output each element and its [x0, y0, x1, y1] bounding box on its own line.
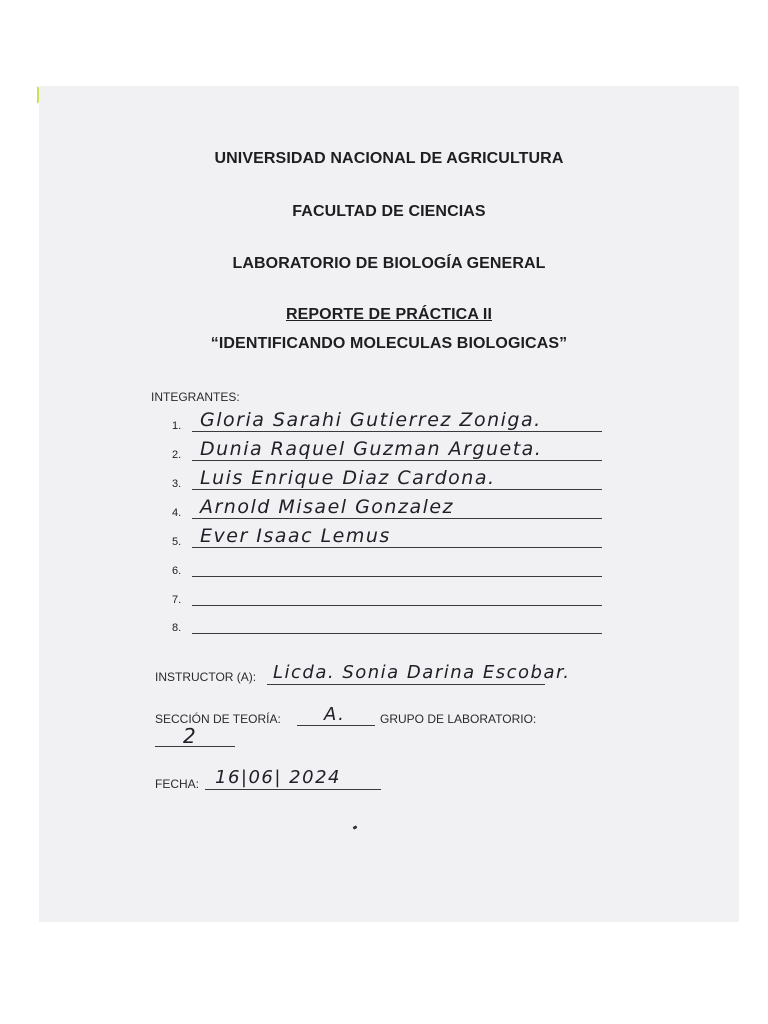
section-label: SECCIÓN DE TEORÍA:	[155, 712, 281, 726]
member-line	[192, 460, 602, 461]
member-row	[172, 409, 602, 434]
member-number: 7.	[172, 594, 182, 606]
member-line	[192, 605, 602, 606]
ink-mark	[353, 825, 358, 830]
university-heading: UNIVERSIDAD NACIONAL DE AGRICULTURA	[214, 150, 564, 167]
section-value: A.	[324, 704, 346, 725]
member-number: 4.	[172, 507, 182, 519]
member-row	[172, 557, 602, 579]
member-row	[172, 438, 602, 463]
member-number: 5.	[172, 536, 182, 548]
member-line	[192, 518, 602, 519]
section-line	[297, 725, 375, 726]
member-number: 1.	[172, 420, 182, 432]
group-value: 2	[183, 724, 198, 748]
member-name: Arnold Misael Gonzalez	[200, 496, 455, 518]
group-label: GRUPO DE LABORATORIO:	[380, 712, 537, 726]
member-row	[172, 614, 602, 636]
members-label: INTEGRANTES:	[151, 390, 240, 404]
member-number: 3.	[172, 478, 182, 490]
member-row	[172, 467, 602, 492]
instructor-line	[267, 684, 545, 685]
date-label: FECHA:	[155, 777, 200, 791]
member-line	[192, 547, 602, 548]
member-line	[192, 576, 602, 577]
member-row	[172, 586, 602, 608]
instructor-label: INSTRUCTOR (A):	[155, 670, 257, 684]
member-line	[192, 431, 602, 432]
member-line	[192, 633, 602, 634]
faculty-heading: FACULTAD DE CIENCIAS	[292, 203, 486, 220]
report-heading: REPORTE DE PRÁCTICA II	[285, 306, 493, 323]
member-number: 6.	[172, 565, 182, 577]
member-line	[192, 489, 602, 490]
member-row	[172, 496, 602, 521]
member-number: 2.	[172, 449, 182, 461]
member-name: Luis Enrique Diaz Cardona.	[200, 467, 496, 489]
laboratory-heading: LABORATORIO DE BIOLOGÍA GENERAL	[232, 255, 546, 272]
report-title: “IDENTIFICANDO MOLECULAS BIOLOGICAS”	[210, 335, 568, 352]
member-name: Gloria Sarahi Gutierrez Zoniga.	[200, 409, 542, 431]
member-row	[172, 525, 602, 550]
document-page	[39, 86, 739, 922]
member-name: Ever Isaac Lemus	[200, 525, 391, 547]
member-number: 8.	[172, 622, 182, 634]
date-value: 16|06| 2024	[215, 767, 341, 788]
date-line	[205, 789, 381, 790]
instructor-name: Licda. Sonia Darina Escobar.	[273, 662, 571, 683]
member-name: Dunia Raquel Guzman Argueta.	[200, 438, 543, 460]
